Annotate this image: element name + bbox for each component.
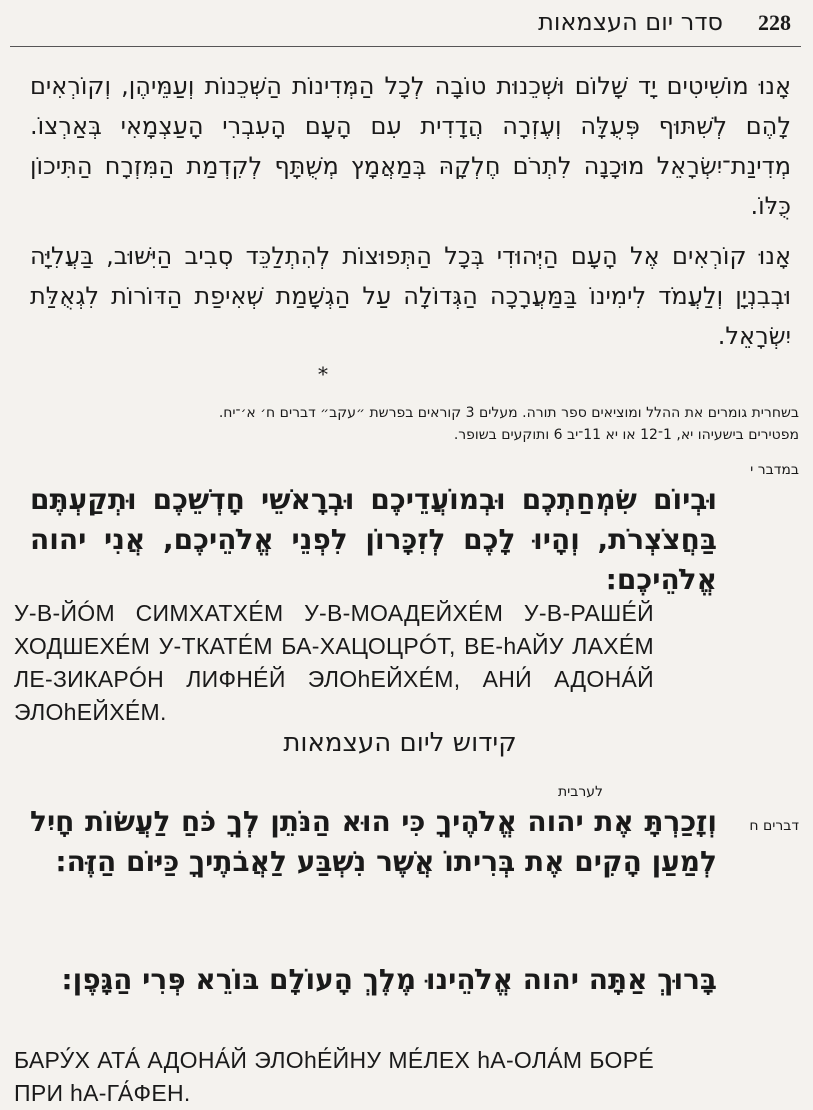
page-number: 228 [758,10,791,35]
verse-numbers-transliteration: У-В-ЙÓМ СИМХАТХЕ́М У-В-МОАДЕЙХЕ́М У-В-РАШЕ́Й ХОДШЕХЕ́М У-ТКАТЕ́М БА-ХАЦОЦРÓТ, ВЕ-hАЙУ ЛАХЕ́М ЛЕ-ЗИКАРÓН ЛИФНЕ́Й ЭЛОhЕЙХЕ́М, АНИ́ АДОНА́Й ЭЛОhЕЙХЕ́М. [14,600,654,725]
blessing-hebrew: בָּרוּךְ אַתָּה יהוה אֱלֹהֵינוּ מֶלֶךְ הָעוֹלָם בּוֹרֵא פְּרִי הַגָּפֶן: [61,963,717,996]
instruction-line-2: מפטירים בישעיהו יא, 1־12 או יא 11־יב 6 ותוקעים בשופר. [453,427,799,443]
instruction-line-1: בשחרית גומרים את ההלל ומוציאים ספר תורה. מעלים 3 קוראים בפרשת ״עקב״ דברים ח׳ א׳־יח. [218,405,799,421]
declaration-paragraph-1: אָנוּ מוֹשִׁיטִים יָד שָׁלוֹם וּשְׁכֵנוּת טוֹבָה לְכָל הַמְּדִינוֹת הַשְּׁכֵנוֹת וְעַמֵּיהֶן, וְקוֹרְאִים לָהֶם לְשִׁתּוּף פְּעֻלָּה וְעֶזְרָה הֲדָדִית עִם הָעָם הָעִבְרִי הָעַצְמָאִי בְּאַרְצוֹ. מְדִינַת־יִשְׂרָאֵל מוּכָנָה לִתְרֹם חֶלְקָהּ בְּמַאֲמָץ מְשֻׁתָּף לְקִדְמַת הַמִּזְרָח הַתִּיכוֹן כֻּלּוֹ. [30,72,791,220]
section-separator: * [318,362,328,386]
verse-numbers-hebrew: וּבְיוֹם שִׂמְחַתְכֶם וּבְמוֹעֲדֵיכֶם וּבְרָאשֵׁי חָדְשֵׁכֶם וּתְקַעְתֶּם בַּחֲצֹצְרֹת, וְהָיוּ לָכֶם לְזִכָּרוֹן לִפְנֵי אֱלֹהֵיכֶם, אֲנִי יהוה אֱלֹהֵיכֶם: [30,483,717,596]
verse-reference-deuteronomy: דברים ח [749,818,799,834]
evening-service-label: לערבית [557,784,603,800]
verse-deuteronomy-hebrew: וְזָכַרְתָּ אֶת יהוה אֱלֹהֶיךָ כִּי הוּא הַנֹּתֵן לְךָ כֹּחַ לַעֲשׂוֹת חָיִל לְמַעַן הָקִים אֶת בְּרִיתוֹ אֲשֶׁר נִשְׁבַּע לַאֲבֹתֶיךָ כַּיּוֹם הַזֶּה: [30,805,717,878]
page-title: סדר יום העצמאות [538,8,723,36]
verse-reference-numbers: במדבר י [750,462,799,478]
kiddush-heading: קידוש ליום העצמאות [283,728,517,758]
header-rule [10,46,801,47]
blessing-transliteration: БАРУ́Х АТА́ АДОНА́Й ЭЛОhЕ́ЙНУ МЕ́ЛЕХ hА-ОЛА́М БОРЕ́ ПРИ hА-ГА́ФЕН. [14,1047,654,1106]
service-instruction [14,402,799,446]
declaration-paragraph-2: אָנוּ קוֹרְאִים אֶל הָעָם הַיְּהוּדִי בְּכָל הַתְּפוּצוֹת לְהִתְלַכֵּד סְבִיב הַיִּשּׁוּב, בַּעֲלִיָּה וּבְבִנְיָן וְלַעֲמֹד לִימִינוֹ בַּמַּעֲרָכָה הַגְּדוֹלָה עַל הַגְשָׁמַת שְׁאִיפַת הַדּוֹרוֹת לִגְאֻלַּת יִשְׂרָאֵל. [30,242,791,350]
